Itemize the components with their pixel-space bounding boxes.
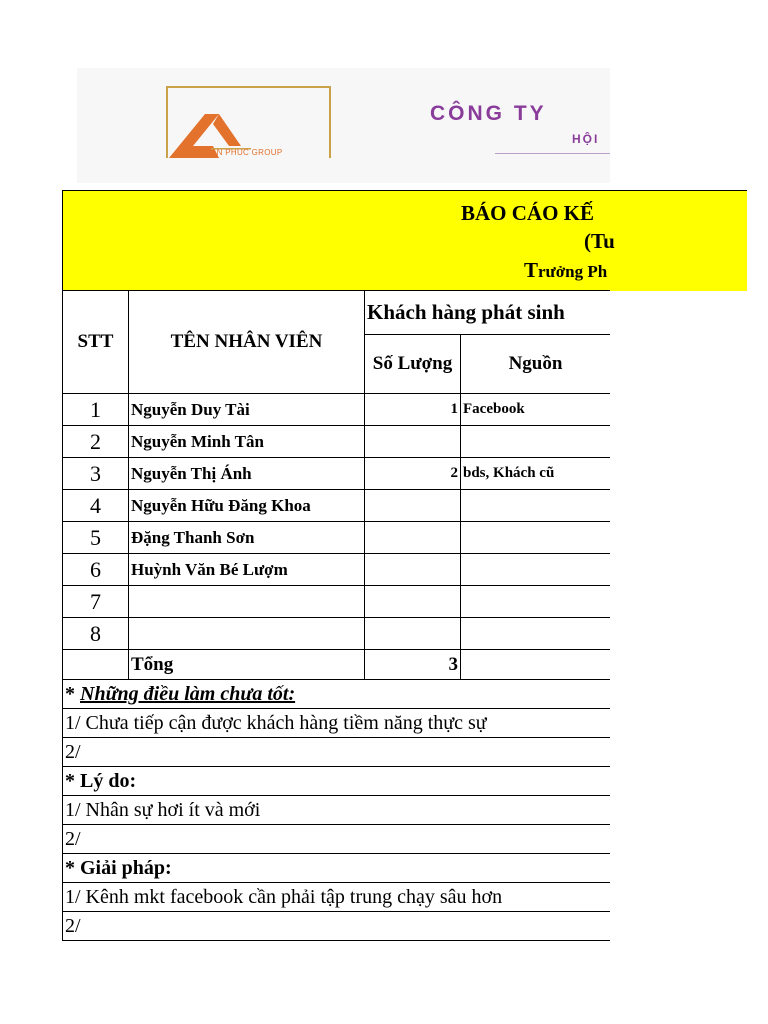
row-quantity bbox=[365, 554, 461, 586]
table-row bbox=[63, 394, 611, 426]
not-good-prefix: * bbox=[65, 682, 80, 705]
section-item-row bbox=[63, 709, 611, 738]
row-stt: 7 bbox=[63, 586, 129, 618]
row-stt: 2 bbox=[63, 426, 129, 458]
report-title: BÁO CÁO KẾ bbox=[461, 201, 595, 225]
header-source: Nguồn bbox=[461, 335, 611, 394]
solution-heading: * Giải pháp: bbox=[63, 854, 611, 883]
company-banner bbox=[77, 68, 610, 183]
company-name: CÔNG TY bbox=[430, 102, 547, 125]
report-manager-initial: T bbox=[524, 258, 539, 282]
row-source: bds, Khách cũ bbox=[461, 458, 611, 490]
total-quantity: 3 bbox=[365, 650, 461, 680]
row-source bbox=[461, 490, 611, 522]
report-title-band bbox=[62, 190, 747, 291]
row-stt: 6 bbox=[63, 554, 129, 586]
table-row bbox=[63, 490, 611, 522]
row-source: Facebook bbox=[461, 394, 611, 426]
reason-item-1: 1/ Nhân sự hơi ít và mới bbox=[63, 796, 611, 825]
section-item-row bbox=[63, 912, 611, 941]
row-source bbox=[461, 554, 611, 586]
total-label: Tổng bbox=[129, 650, 365, 680]
row-employee-name: Đặng Thanh Sơn bbox=[129, 522, 365, 554]
row-quantity bbox=[365, 426, 461, 458]
row-source bbox=[461, 586, 611, 618]
section-item-row bbox=[63, 883, 611, 912]
solution-item-1: 1/ Kênh mkt facebook cần phải tập trung chạy sâu hơn bbox=[63, 883, 611, 912]
report-manager-rest: rưởng Ph bbox=[538, 262, 608, 281]
solution-item-2: 2/ bbox=[63, 912, 611, 941]
row-quantity: 1 bbox=[365, 394, 461, 426]
row-quantity bbox=[365, 490, 461, 522]
report-table bbox=[62, 290, 610, 941]
section-row bbox=[63, 767, 611, 796]
row-employee-name: Nguyễn Duy Tài bbox=[129, 394, 365, 426]
header-employee-name: TÊN NHÂN VIÊN bbox=[129, 291, 365, 394]
row-stt: 8 bbox=[63, 618, 129, 650]
table-row bbox=[63, 586, 611, 618]
row-stt: 3 bbox=[63, 458, 129, 490]
company-divider bbox=[495, 153, 610, 154]
row-source bbox=[461, 522, 611, 554]
row-stt: 5 bbox=[63, 522, 129, 554]
table-row bbox=[63, 458, 611, 490]
table-row bbox=[63, 618, 611, 650]
total-source-cell bbox=[461, 650, 611, 680]
row-source bbox=[461, 618, 611, 650]
section-row bbox=[63, 680, 611, 709]
logo-text: AN PHUC GROUP bbox=[211, 148, 283, 157]
table-row bbox=[63, 426, 611, 458]
section-item-row bbox=[63, 796, 611, 825]
row-employee-name: Nguyễn Hữu Đăng Khoa bbox=[129, 490, 365, 522]
total-row bbox=[63, 650, 611, 680]
row-quantity bbox=[365, 618, 461, 650]
table-row bbox=[63, 522, 611, 554]
row-employee-name: Nguyễn Thị Ánh bbox=[129, 458, 365, 490]
header-stt: STT bbox=[63, 291, 129, 394]
report-period: (Tu bbox=[584, 229, 615, 253]
section-item-row bbox=[63, 825, 611, 854]
row-employee-name: Huỳnh Văn Bé Lượm bbox=[129, 554, 365, 586]
reason-item-2: 2/ bbox=[63, 825, 611, 854]
not-good-item-2: 2/ bbox=[63, 738, 611, 767]
table-row bbox=[63, 554, 611, 586]
row-employee-name bbox=[129, 586, 365, 618]
section-item-row bbox=[63, 738, 611, 767]
header-quantity: Số Lượng bbox=[365, 335, 461, 394]
section-row bbox=[63, 854, 611, 883]
not-good-heading bbox=[63, 680, 611, 709]
row-quantity bbox=[365, 586, 461, 618]
row-stt: 4 bbox=[63, 490, 129, 522]
not-good-item-1: 1/ Chưa tiếp cận được khách hàng tiềm năng thực sự bbox=[63, 709, 611, 738]
total-empty-cell bbox=[63, 650, 129, 680]
row-quantity bbox=[365, 522, 461, 554]
report-manager bbox=[524, 258, 607, 283]
report-sheet bbox=[62, 290, 610, 950]
company-subtitle: HỘI bbox=[572, 132, 600, 146]
not-good-title: Những điều làm chưa tốt: bbox=[80, 682, 296, 705]
row-source bbox=[461, 426, 611, 458]
row-employee-name: Nguyễn Minh Tân bbox=[129, 426, 365, 458]
header-new-customers: Khách hàng phát sinh bbox=[365, 291, 611, 335]
reason-heading: * Lý do: bbox=[63, 767, 611, 796]
row-employee-name bbox=[129, 618, 365, 650]
row-quantity: 2 bbox=[365, 458, 461, 490]
row-stt: 1 bbox=[63, 394, 129, 426]
